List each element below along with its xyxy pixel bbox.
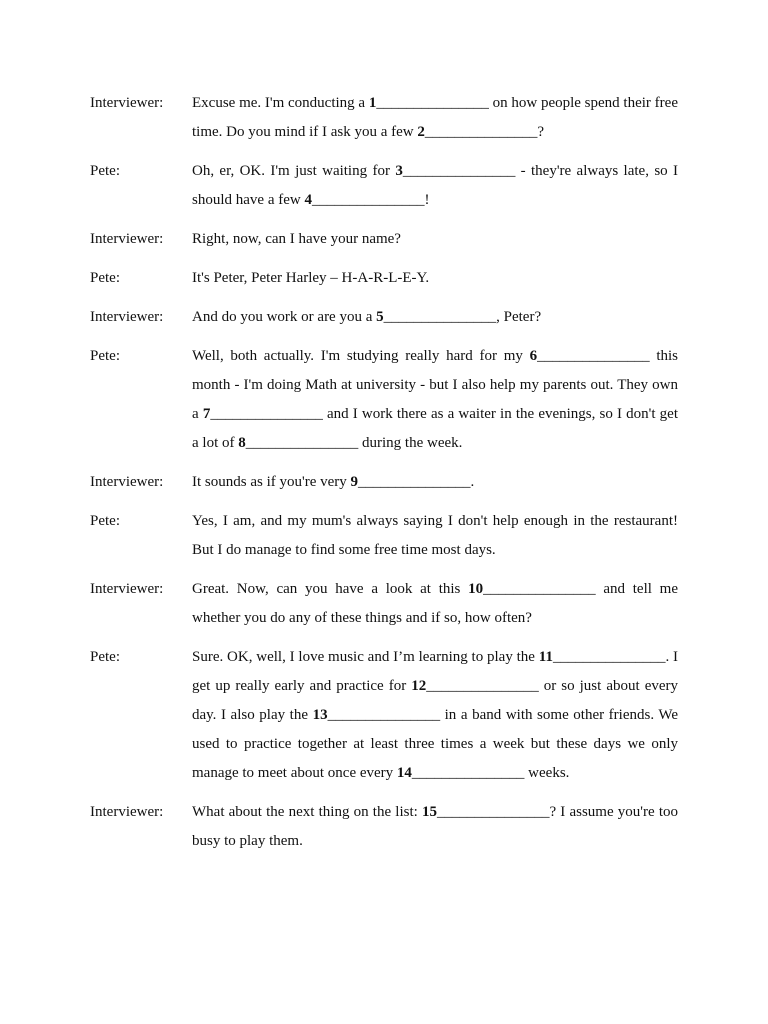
blank-number: 8 [238,435,246,451]
text-segment: this month - I'm doing Math at university - but I also help my parents out. They own a [192,348,678,422]
speaker-label: Interviewer: [90,804,164,820]
text-segment: weeks. [524,765,570,781]
gap-fill-blank[interactable] [376,309,496,325]
blank-line: _______________ [210,406,323,422]
blank-number: 10 [468,581,484,597]
gap-fill-blank[interactable] [417,124,537,140]
speaker-label: Interviewer: [90,581,164,597]
speaker-label: Interviewer: [90,95,164,111]
gap-fill-blank[interactable] [530,348,650,364]
dialogue-turn [90,798,678,856]
blank-number: 11 [538,649,553,665]
blank-number: 4 [304,192,312,208]
utterance-text [192,225,678,254]
text-segment: Sure. OK, well, I love music and I’m learning to play the [192,649,539,665]
text-segment: Oh, er, OK. I'm just waiting for [192,163,396,179]
gap-fill-blank[interactable] [203,406,323,422]
utterance-text [192,468,678,497]
text-segment: and I work there as a waiter in the evenings, so I don't get a lot of [192,406,678,451]
text-segment: . [470,474,475,490]
text-segment: Yes, I am, and my mum's always saying I don't help enough in the restaurant! But I do manage to find some free time most days. [192,513,678,558]
utterance-text [192,342,678,458]
text-segment: Excuse me. I'm conducting a [192,95,369,111]
blank-line: _______________ [327,707,441,723]
speaker-label: Interviewer: [90,474,164,490]
text-segment: It's Peter, Peter Harley – H-A-R-L-E-Y. [192,270,430,286]
speaker-label: Interviewer: [90,309,164,325]
gap-fill-blank[interactable] [313,707,441,723]
blank-line: _______________ [537,348,650,364]
dialogue-turn [90,507,678,565]
dialogue-turn [90,157,678,215]
blank-number: 14 [396,765,412,781]
blank-line: _______________ [552,649,666,665]
blank-line: _______________ [311,192,425,208]
gap-fill-blank[interactable] [351,474,471,490]
text-segment: . I get up really early and practice for [192,649,678,694]
gap-fill-blank[interactable] [304,192,424,208]
text-segment: It sounds as if you're very [192,474,351,490]
blank-line: _______________ [426,678,539,694]
utterance-text [192,643,678,788]
text-segment: on how people spend their free time. Do you mind if I ask you a few [192,95,678,140]
dialogue-turn [90,643,678,788]
gap-fill-blank[interactable] [238,435,358,451]
text-segment: in a band with some other friends. We used to practice together at least three times a week but these days we only manage to meet about once every [192,707,678,781]
text-segment: ? [537,124,545,140]
blank-number: 9 [350,474,359,490]
blank-line: _______________ [402,163,516,179]
utterance-text [192,575,678,633]
text-segment: or so just about every day. I also play the [192,678,678,723]
gap-fill-blank[interactable] [395,163,515,179]
utterance-text [192,798,678,856]
blank-line: _______________ [411,765,525,781]
blank-line: _______________ [383,309,497,325]
utterance-text [192,507,678,565]
blank-line: _______________ [483,581,596,597]
speaker-label: Pete: [90,270,120,286]
text-segment: , Peter? [496,309,542,325]
blank-number: 12 [411,678,427,694]
dialogue-turn [90,225,678,254]
dialogue-turn [90,89,678,147]
gap-fill-blank[interactable] [539,649,666,665]
text-segment: And do you work or are you a [192,309,377,325]
text-segment: Well, both actually. I'm studying really hard for my [192,348,530,364]
interview-dialogue [90,89,678,866]
gap-fill-blank[interactable] [468,581,596,597]
blank-line: _______________ [424,124,538,140]
blank-number: 2 [417,124,425,140]
text-segment: and tell me whether you do any of these things and if so, how often? [192,581,678,626]
dialogue-turn [90,342,678,458]
utterance-text [192,264,678,293]
utterance-text [192,89,678,147]
utterance-text [192,303,678,332]
speaker-label: Pete: [90,163,120,179]
speaker-label: Pete: [90,348,120,364]
gap-fill-blank[interactable] [369,95,489,111]
text-segment: ? I assume you're too busy to play them. [192,804,678,849]
blank-line: _______________ [245,435,359,451]
gap-fill-blank[interactable] [397,765,525,781]
blank-number: 5 [376,309,384,325]
gap-fill-blank[interactable] [422,804,550,820]
blank-number: 6 [529,348,538,364]
text-segment: What about the next thing on the list: [192,804,422,820]
blank-number: 13 [312,707,328,723]
speaker-label: Interviewer: [90,231,164,247]
dialogue-turn [90,264,678,293]
speaker-label: Pete: [90,649,120,665]
utterance-text [192,157,678,215]
blank-line: _______________ [358,474,471,490]
blank-line: _______________ [376,95,489,111]
blank-number: 15 [421,804,437,820]
blank-number: 3 [395,163,403,179]
blank-number: 7 [202,406,211,422]
text-segment: Right, now, can I have your name? [192,231,401,247]
text-segment: during the week. [358,435,463,451]
dialogue-turn [90,468,678,497]
text-segment: Great. Now, can you have a look at this [192,581,469,597]
dialogue-turn [90,303,678,332]
text-segment: - they're always late, so I should have a few [192,163,679,208]
text-segment: ! [424,192,430,208]
dialogue-turn [90,575,678,633]
blank-number: 1 [368,95,377,111]
blank-line: _______________ [436,804,550,820]
speaker-label: Pete: [90,513,120,529]
gap-fill-blank[interactable] [411,678,539,694]
